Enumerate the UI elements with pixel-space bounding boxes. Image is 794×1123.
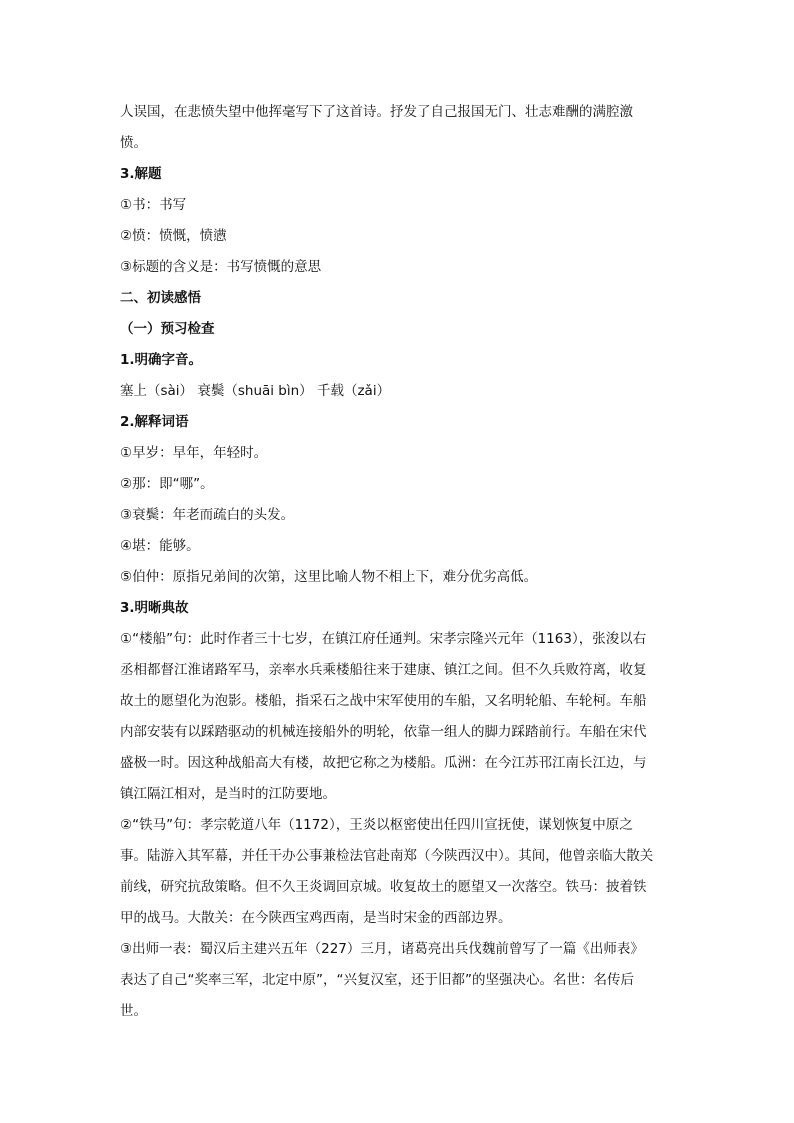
allusion-1-line-1: ①“楼船”句：此时作者三十七岁，在镇江府任通判。宋孝宗隆兴元年（1163），张浚以右 (120, 631, 647, 647)
allusion-1-line-2: 丞相都督江淮诸路军马，亲率水兵乘楼船往来于建康、镇江之间。但不久兵败符离，收复 (120, 662, 647, 678)
allusion-1-line-3: 故土的愿望化为泡影。楼船，指采石之战中宋军使用的车船，又名明轮船、车轮柯。车船 (120, 693, 647, 709)
intro-line-1: 人误国，在悲愤失望中他挥毫写下了这首诗。抒发了自己报国无门、壮志难酬的满腔激 (120, 104, 633, 120)
section-title-explain: 3.解题 (120, 166, 162, 182)
intro-line-2: 愤。 (120, 135, 147, 151)
allusion-2-line-4: 甲的战马。大散关：在今陕西宝鸡西南，是当时宋金的西部边界。 (120, 910, 512, 926)
pronunciation-line: 塞上（sài） 衰鬓（shuāi bìn） 千载（zǎi） (120, 383, 391, 399)
allusion-3-line-3: 世。 (120, 1003, 147, 1019)
allusion-2-line-3: 前线，研究抗敌策略。但不久王炎调回京城。收复故土的愿望又一次落空。铁马：披着铁 (120, 879, 647, 895)
vocab-title: 2.解释词语 (120, 414, 189, 430)
allusion-1-line-5: 盛极一时。因这种战船高大有楼，故把它称之为楼船。瓜洲：在今江苏邗江南长江边，与 (120, 755, 647, 771)
allusion-2-line-1: ②“铁马”句：孝宗乾道八年（1172），王炎以枢密使出任四川宣抚使，谋划恢复中原之 (120, 817, 633, 833)
allusion-3-line-1: ③出师一表：蜀汉后主建兴五年（227）三月，诸葛亮出兵伐魏前曾写了一篇《出师表》 (120, 941, 644, 957)
allusion-1-line-6: 镇江隔江相对，是当时的江防要地。 (120, 786, 336, 802)
vocab-item-4: ④堪：能够。 (120, 538, 200, 554)
vocab-item-5: ⑤伯仲：原指兄弟间的次第，这里比喻人物不相上下，难分优劣高低。 (120, 569, 538, 585)
title-note-1: ①书：书写 (120, 197, 187, 213)
subsection-title-preview: （一）预习检查 (120, 321, 215, 337)
pronunciation-title: 1.明确字音。 (120, 352, 203, 368)
title-note-3: ③标题的含义是：书写愤慨的意思 (120, 259, 322, 275)
vocab-item-2: ②那：即“哪”。 (120, 476, 214, 492)
vocab-item-3: ③衰鬓：年老而疏白的头发。 (120, 507, 295, 523)
allusion-2-line-2: 事。陆游入其军幕，并任干办公事兼检法官赴南郑（今陕西汉中）。其间，他曾亲临大散关 (120, 848, 654, 864)
allusion-1-line-4: 内部安装有以踩踏驱动的机械连接船外的明轮，依靠一组人的脚力踩踏前行。车船在宋代 (120, 724, 647, 740)
allusion-title: 3.明晰典故 (120, 600, 189, 616)
title-note-2: ②愤：愤慨，愤懑 (120, 228, 227, 244)
vocab-item-1: ①早岁：早年，年轻时。 (120, 445, 268, 461)
section-title-first-read: 二、初读感悟 (120, 290, 201, 306)
allusion-3-line-2: 表达了自己“奖率三军，北定中原”，“兴复汉室，还于旧都”的坚强决心。名世：名传后 (120, 972, 634, 988)
